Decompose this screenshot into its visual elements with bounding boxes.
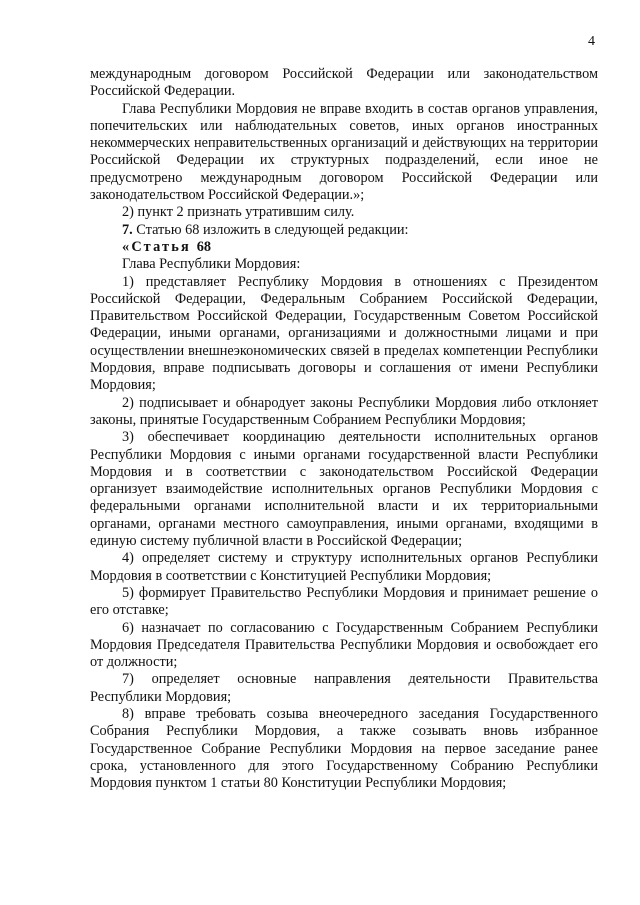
article-item-7: 7) определяет основные направления деятельности Правительства Республики Мордовия; <box>90 671 598 705</box>
article-item-1: 1) представляет Республику Мордовия в отношениях с Президентом Российской Федерации, Федеральным Собранием Российской Федерации, Правительством Российской Федерации, Государственным Советом Российской Федерации, иными органами, организациями и должностными лицами и при осуществлении внешнеэкономических связей в пределах компетенции Республики Мордовия, вправе подписывать договоры и соглашения от имени Республики Мордовия; <box>90 273 598 394</box>
paragraph-article-intro: Глава Республики Мордовия: <box>122 256 301 273</box>
paragraph-amendment-7 <box>90 222 598 239</box>
amendment-number: 7. <box>122 221 133 238</box>
article-item-8: 8) вправе требовать созыва внеочередного заседания Государственного Собрания Республики Мордовия, а также созывать вновь избранное Государственное Собрание Республики Мордовия на первое заседание ранее срока, установленного для этого Государственному Собранию Республики Мордовия пунктом 1 статьи 80 Конституции Республики Мордовия; <box>90 705 598 792</box>
article-item-3: 3) обеспечивает координацию деятельности исполнительных органов Республики Мордовия с иными органами государственной власти Республики Мордовия и в соответствии с законодательством Российской Федерации организует взаимодействие исполнительных органов Республики Мордовия с федеральными органами исполнительной власти и их территориальными органами, органами местного самоуправления, иными органами, входящими в единую систему публичной власти в Российской Федерации; <box>90 429 598 550</box>
article-item-5: 5) формирует Правительство Республики Мордовия и принимает решение о его отставке; <box>90 584 598 619</box>
article-heading <box>90 239 598 256</box>
paragraph-continuation: международным договором Российской Федерации или законодательством Российской Федерации. <box>90 66 598 100</box>
article-item-2: 2) подписывает и обнародует законы Республики Мордовия либо отклоняет законы, принятые Государственным Собранием Республики Мордовия; <box>90 394 598 428</box>
paragraph-item-2-repeal: 2) пункт 2 признать утратившим силу. <box>122 204 355 221</box>
article-heading-prefix: «Статья <box>122 238 197 255</box>
paragraph-head-restriction: Глава Республики Мордовия не вправе входить в состав органов управления, попечительских или наблюдательных советов, иных органов иностранных некоммерческих неправительственных организаций и действующих на территории Российской Федерации их структурных подразделений, если иное не предусмотрено международным договором Российской Федерации или законодательством Российской Федерации.»; <box>90 100 598 204</box>
page-number: 4 <box>588 34 595 49</box>
amendment-text: Статью 68 изложить в следующей редакции: <box>132 221 409 238</box>
article-heading-number: 68 <box>196 238 212 255</box>
article-item-6: 6) назначает по согласованию с Государственным Собранием Республики Мордовия Председателя Правительства Республики Мордовия и освобождает его от должности; <box>90 619 598 671</box>
document-body <box>90 66 598 792</box>
article-item-4: 4) определяет систему и структуру исполнительных органов Республики Мордовия в соответствии с Конституцией Республики Мордовия; <box>90 550 598 584</box>
